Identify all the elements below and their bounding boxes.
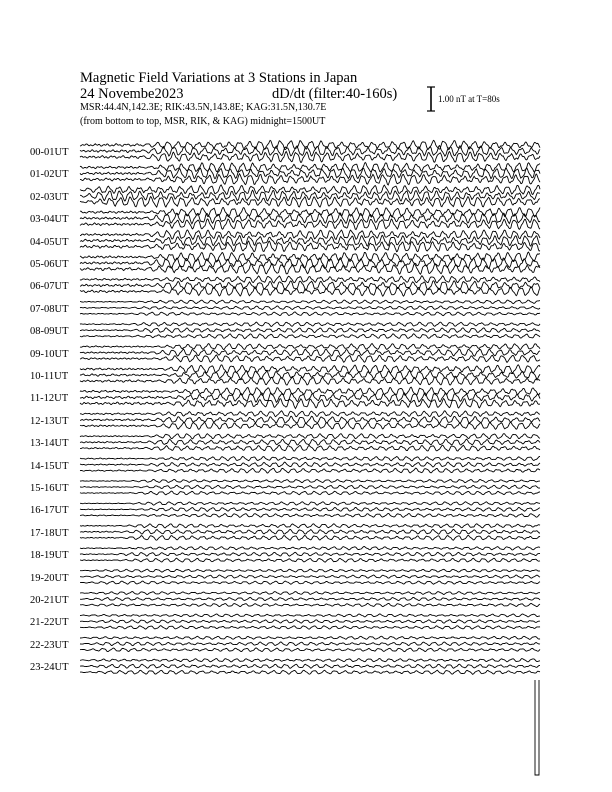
- trace-end-marker: [535, 680, 539, 775]
- trace-21-22UT-KAG: [80, 614, 540, 617]
- hour-label: 11-12UT: [30, 393, 69, 405]
- trace-17-18UT-KAG: [80, 524, 540, 528]
- trace-19-20UT-KAG: [80, 569, 540, 572]
- trace-13-14UT-MSR: [80, 445, 540, 451]
- trace-17-18UT-MSR: [80, 535, 540, 540]
- hour-label: 00-01UT: [30, 147, 69, 158]
- trace-06-07UT-RIK: [80, 281, 540, 291]
- trace-03-04UT-KAG: [80, 208, 540, 218]
- station-coordinates: MSR:44.4N,142.3E; RIK:43.5N,143.8E; KAG:31.5N,130.7E: [80, 102, 327, 113]
- trace-23-24UT-MSR: [80, 670, 540, 674]
- trace-04-05UT-MSR: [80, 241, 540, 252]
- parameter-label: dD/dt (filter:40-160s): [272, 86, 398, 102]
- hour-label: 06-07UT: [30, 281, 69, 293]
- trace-22-23UT-KAG: [80, 636, 540, 639]
- hour-label: 18-19UT: [30, 550, 69, 562]
- trace-13-14UT-RIK: [80, 439, 540, 445]
- hour-label: 12-13UT: [30, 415, 69, 427]
- trace-14-15UT-RIK: [80, 462, 540, 467]
- traces-group: [80, 140, 540, 775]
- trace-12-13UT-KAG: [80, 411, 540, 417]
- hour-label: 08-09UT: [30, 326, 69, 338]
- trace-18-19UT-MSR: [80, 558, 540, 562]
- trace-08-09UT-RIK: [80, 328, 540, 333]
- trace-09-10UT-MSR: [80, 355, 540, 362]
- trace-10-11UT-KAG: [80, 365, 540, 373]
- trace-09-10UT-RIK: [80, 349, 540, 356]
- trace-07-08UT-KAG: [80, 300, 540, 304]
- trace-11-12UT-MSR: [80, 399, 540, 409]
- trace-07-08UT-RIK: [80, 306, 540, 310]
- hour-label: 04-05UT: [30, 236, 69, 248]
- trace-10-11UT-MSR: [80, 377, 540, 385]
- trace-09-10UT-KAG: [80, 344, 540, 350]
- trace-15-16UT-KAG: [80, 480, 540, 483]
- trace-03-04UT-MSR: [80, 219, 540, 230]
- trace-07-08UT-MSR: [80, 312, 540, 316]
- trace-23-24UT-KAG: [80, 659, 540, 662]
- trace-11-12UT-KAG: [80, 387, 540, 395]
- hour-label: 09-10UT: [30, 348, 69, 360]
- trace-01-02UT-KAG: [80, 163, 540, 173]
- trace-15-16UT-MSR: [80, 491, 540, 495]
- trace-20-21UT-RIK: [80, 597, 540, 600]
- trace-19-20UT-MSR: [80, 581, 540, 584]
- trace-12-13UT-RIK: [80, 416, 540, 423]
- trace-13-14UT-KAG: [80, 434, 540, 439]
- trace-10-11UT-RIK: [80, 371, 540, 380]
- hour-label: 20-21UT: [30, 595, 69, 606]
- hour-label: 10-11UT: [30, 371, 69, 382]
- hour-label: 01-02UT: [30, 169, 69, 181]
- hour-label: 15-16UT: [30, 483, 69, 494]
- hour-label: 23-24UT: [30, 662, 69, 674]
- hour-label: 02-03UT: [30, 191, 69, 203]
- date-line: [80, 86, 398, 102]
- trace-14-15UT-KAG: [80, 456, 540, 460]
- trace-06-07UT-KAG: [80, 276, 540, 283]
- hour-label: 22-23UT: [30, 639, 69, 651]
- trace-22-23UT-MSR: [80, 648, 540, 652]
- scale-label: 1.00 nT at T=80s: [438, 94, 500, 104]
- trace-02-03UT-KAG: [80, 185, 540, 195]
- trace-23-24UT-RIK: [80, 664, 540, 668]
- trace-14-15UT-MSR: [80, 468, 540, 473]
- trace-15-16UT-RIK: [80, 485, 540, 489]
- trace-18-19UT-KAG: [80, 547, 540, 551]
- hour-label: 21-22UT: [30, 617, 69, 629]
- hour-label: 05-06UT: [30, 259, 69, 270]
- trace-08-09UT-KAG: [80, 322, 540, 326]
- trace-08-09UT-MSR: [80, 334, 540, 339]
- trace-16-17UT-KAG: [80, 502, 540, 505]
- trace-05-06UT-MSR: [80, 263, 540, 274]
- trace-06-07UT-MSR: [80, 287, 540, 296]
- trace-21-22UT-RIK: [80, 620, 540, 623]
- hour-label: 17-18UT: [30, 527, 69, 539]
- trace-20-21UT-MSR: [80, 603, 540, 606]
- trace-18-19UT-RIK: [80, 552, 540, 556]
- trace-22-23UT-RIK: [80, 642, 540, 646]
- hour-label: 16-17UT: [30, 505, 69, 517]
- trace-21-22UT-MSR: [80, 626, 540, 630]
- trace-16-17UT-RIK: [80, 508, 540, 512]
- scale-bar-icon: [427, 86, 435, 112]
- trace-01-02UT-MSR: [80, 174, 540, 185]
- chart-title: Magnetic Field Variations at 3 Stations in Japan: [80, 70, 358, 86]
- hour-label: 19-20UT: [30, 572, 69, 584]
- trace-16-17UT-MSR: [80, 514, 540, 518]
- date-label: 24 Novembe2023: [80, 86, 184, 102]
- trace-17-18UT-RIK: [80, 529, 540, 534]
- trace-12-13UT-MSR: [80, 422, 540, 429]
- hour-label: 03-04UT: [30, 214, 69, 226]
- station-order-note: (from bottom to top, MSR, RIK, & KAG) midnight=1500UT: [80, 116, 326, 127]
- trace-11-12UT-RIK: [80, 393, 540, 403]
- trace-05-06UT-KAG: [80, 252, 540, 262]
- hour-label: 13-14UT: [30, 438, 69, 450]
- hour-label: 14-15UT: [30, 460, 69, 472]
- hour-label: 07-08UT: [30, 303, 69, 315]
- trace-20-21UT-KAG: [80, 592, 540, 595]
- trace-19-20UT-RIK: [80, 575, 540, 578]
